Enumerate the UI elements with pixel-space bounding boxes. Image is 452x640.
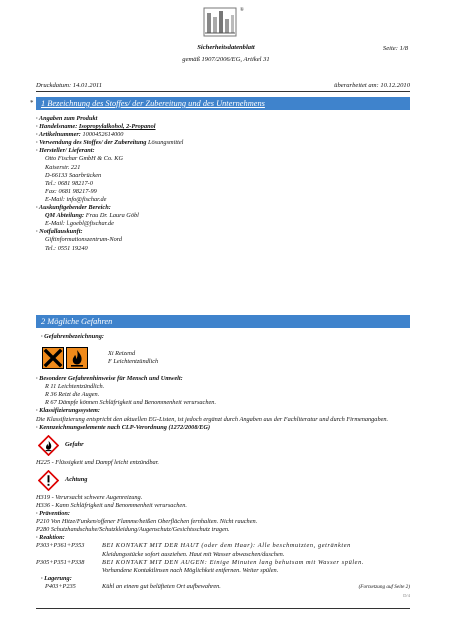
- flame-icon: [66, 347, 88, 369]
- header-divider: [36, 91, 410, 92]
- p-statement: P280 Schutzhandschuhe/Schutzkleidung/Augenschutz/Gesichtsschutz tragen.: [36, 526, 230, 534]
- reaction-row-cont: [36, 567, 410, 575]
- document-title: Sicherheitsdatenblatt: [197, 44, 255, 51]
- supplier-label: Hersteller/ Lieferant:: [39, 147, 95, 155]
- reaction-text: Vorhandene Kontaktlinsen nach Möglichkeit entfernen. Weiter spülen.: [102, 566, 279, 574]
- signal-word-danger: Gefahr: [65, 441, 84, 449]
- reaction-text: Kleidungsstücke sofort ausziehen. Haut mit Wasser abwaschen/duschen.: [102, 550, 285, 558]
- supplier-line: D-66133 Saarbrücken: [45, 171, 102, 179]
- clp-label: Kennzeichnungselemente nach CLP-Verordnung (1272/2008/EG): [39, 423, 211, 431]
- qm-email: E-Mail: l.goebl@fischar.de: [45, 220, 114, 228]
- r-phrase: R 36 Reizt die Augen.: [45, 391, 100, 399]
- article-label: Artikelnummer:: [38, 131, 81, 139]
- reaction-row: [36, 559, 410, 567]
- footer-divider: [36, 608, 410, 609]
- reaction-row-cont: [36, 551, 410, 559]
- reaction-label: Reaktion:: [39, 534, 65, 542]
- usage-label: Verwendung des Stoffes/ der Zubereitung: [39, 139, 147, 147]
- storage-text: Kühl an einem gut belüfteten Ort aufbewahren.: [102, 582, 221, 590]
- reaction-row: [36, 542, 410, 550]
- irritant-x-icon: [42, 347, 64, 369]
- classification-text: Die Klassifizierung entspricht den aktuellen EG-Listen, ist jedoch ergänzt durch Angaben aus der Fachliteratur und durch Firmenangaben.: [36, 415, 389, 423]
- reaction-code: P305+P351+P338: [36, 558, 85, 566]
- supplier-line: Tel.: 0681 98217-0: [45, 179, 93, 187]
- continued-note: (Fortsetzung auf Seite 2): [358, 584, 410, 590]
- section-2-body: · Gefahrenbezeichnung: Xi Reizend F Leichtentzündlich · Besondere Gefahrenhinweise für Mensch und Umwelt: R 11 Leichtentzündlich. R 36 Reizt die Augen. R 67 Dämpfe können Schläfrigkeit und Benommenheit verursachen. · Klassifizierungssystem: Die Klassifizierung entspricht den aktuellen EG-Listen, ist jedoch ergänzt durch Angaben aus der Fachliteratur und durch Firmenangaben. · Kennzeichnungselemente nach CLP-Verordnung (1272/2008/EG) Gefahr H225 - Flüssigkeit und Dampf leicht entzündbar. Achtung H319 - Verursacht schwere Augenreizung. H336 - Kann Schläfrigkeit und Benommenheit verursachen. · Prävention: P210 Von Hitze/Funken/offener Flamme/heißen Oberflächen fernhalten. Nicht rauchen. P280 Schutzhandschuhe/Schutzkleidung/Augenschutz/Gesichtsschutz tragen. · Reaktion: P303+P361+P353 BEI KONTAKT MIT DER HAUT (oder dem Haar): Alle beschmutzten, getränkten Kleidungsstücke sofort ausziehen. Haut mit Wasser abwaschen/duschen. P305+P351+P338 BEI KONTAKT MIT DEN AUGEN: Einige Minuten lang behutsam mit Wasser spülen. Vorhandene Kontaktlinsen nach Möglichkeit entfernen. Weiter spülen. · Lagerung: P403+P235 Kühl an einem gut belüfteten Ort aufbewahren.: [36, 333, 410, 591]
- qm-label: QM Abteilung:: [45, 212, 85, 220]
- r-phrase: R 67 Dämpfe können Schläfrigkeit und Benommenheit verursachen.: [45, 399, 217, 407]
- company-logo: [203, 7, 237, 37]
- classification-label: Klassifizierungssystem:: [39, 407, 101, 415]
- r-phrase: R 11 Leichtentzündlich.: [45, 383, 105, 391]
- supplier-line: E-Mail: info@fischar.de: [45, 195, 107, 203]
- emergency-line: Giftinformationszentrum-Nord: [45, 236, 123, 244]
- h-statement: H336 - Kann Schläfrigkeit und Benommenheit verursachen.: [36, 501, 187, 509]
- supplier-line: Otto Fischar GmbH & Co. KG: [45, 155, 124, 163]
- qm-value: Frau Dr. Laura Göbl: [85, 212, 139, 220]
- hazard-line: F Leichtentzündlich: [108, 358, 159, 366]
- article-number: 1000452614000: [82, 131, 124, 139]
- supplier-line: Kaiserstr. 221: [45, 163, 81, 171]
- trade-name-label: Handelsname:: [39, 123, 78, 131]
- document-subtitle: gemäß 1907/2006/EG, Artikel 31: [182, 56, 270, 63]
- section-1-heading: [30, 97, 410, 110]
- hazard-line: Xi Reizend: [108, 350, 136, 357]
- product-label: Angaben zum Produkt: [38, 115, 98, 122]
- storage-label: Lagerung:: [44, 574, 72, 582]
- reaction-text: BEI KONTAKT MIT DEN AUGEN: Einige Minuten lang behutsam mit Wasser spülen.: [102, 558, 364, 566]
- ghs-exclamation-row: [38, 469, 410, 492]
- ghs-flame-row: [38, 434, 410, 457]
- storage-code: P403+P235: [45, 582, 76, 590]
- page-code: D/4: [403, 593, 410, 598]
- reaction-code: P303+P361+P353: [36, 542, 85, 550]
- registered-mark: ®: [240, 8, 244, 13]
- revision-date: überarbeitet am: 10.12.2010: [334, 82, 410, 89]
- h-statement: H225 - Flüssigkeit und Dampf leicht entzündbar.: [36, 458, 159, 466]
- reaction-text: BEI KONTAKT MIT DER HAUT (oder dem Haar): Alle beschmutzten, getränkten: [102, 542, 351, 550]
- page-number: Seite: 1/8: [382, 45, 408, 52]
- info-label: Auskunftgebender Bereich:: [38, 204, 111, 212]
- date-row: [36, 82, 410, 89]
- section-1-body: · Angaben zum Produkt · Handelsname: Isopropylalkohol, 2-Propanol · Artikelnummer: 1000452614000 · Verwendung des Stoffes/ der Zubereitung Lösungsmittel · Hersteller/ Lieferant: Otto Fischar GmbH & Co. KG Kaiserstr. 221 D-66133 Saarbrücken Tel.: 0681 98217-0 Fax: 0681 98217-99 E-Mail: info@fischar.de · Auskunftgebender Bereich: QM Abteilung: Frau Dr. Laura Göbl E-Mail: l.goebl@fischar.de · Notfallauskunft: Giftinformationszentrum-Nord Tel.: 0551 19240: [36, 115, 410, 253]
- usage-value: Lösungsmittel: [148, 139, 184, 147]
- ghs-exclamation-icon: [38, 470, 59, 491]
- hazard-symbol-row: [42, 343, 410, 373]
- p-statement: P210 Von Hitze/Funken/offener Flamme/heißen Oberflächen fernhalten. Nicht rauchen.: [36, 518, 258, 526]
- print-date: Druckdatum: 14.01.2011: [36, 82, 102, 89]
- signal-word-warning: Achtung: [65, 476, 88, 484]
- storage-row: [36, 583, 410, 591]
- hazard-label: Gefahrenbezeichnung:: [44, 333, 104, 340]
- trade-name: Isopropylalkohol, 2-Propanol: [78, 123, 156, 131]
- section-1-title: 1 Bezeichnung des Stoffes/ der Zubereitung und des Unternehmens: [41, 99, 265, 108]
- changed-marker: *: [30, 99, 34, 107]
- section-2-heading: [36, 315, 410, 328]
- prevention-label: Prävention:: [39, 510, 70, 518]
- h-statement: H319 - Verursacht schwere Augenreizung.: [36, 493, 143, 501]
- emergency-line: Tel.: 0551 19240: [45, 244, 88, 252]
- section-2-title: 2 Mögliche Gefahren: [41, 317, 113, 326]
- special-hazards-label: Besondere Gefahrenhinweise für Mensch und Umwelt:: [39, 375, 183, 383]
- supplier-line: Fax: 0681 98217-99: [45, 187, 97, 195]
- ghs-flame-icon: [38, 435, 59, 456]
- emergency-label: Notfallauskunft:: [39, 228, 83, 236]
